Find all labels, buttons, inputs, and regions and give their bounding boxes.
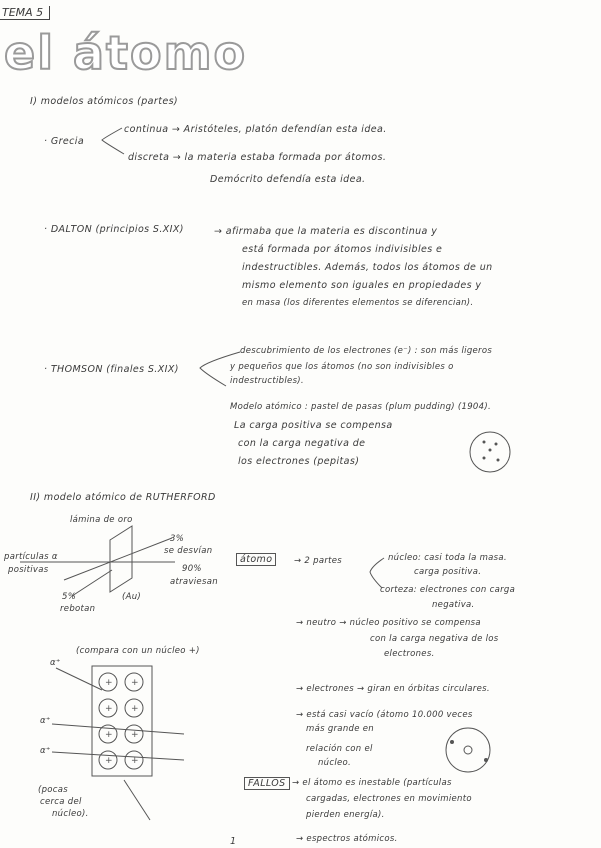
svg-text:+: + — [105, 756, 113, 766]
fallo-line: cargadas, electrones en movimiento — [306, 794, 472, 804]
particulas-label: partículas α — [4, 552, 58, 562]
plum-pudding-icon — [470, 432, 510, 472]
pocas-label-3: núcleo). — [52, 809, 89, 819]
grecia-continua: continua → Aristóteles, platón defendían esta idea. — [124, 124, 387, 135]
pocas-label-2: cerca del — [40, 797, 82, 807]
section1-heading: I) modelos atómicos (partes) — [30, 96, 179, 107]
corteza-label-2: negativa. — [432, 600, 475, 610]
thomson-line: con la carga negativa de — [238, 438, 366, 449]
pct90-label: 90% — [182, 564, 202, 574]
nucleo-label-2: carga positiva. — [414, 567, 482, 577]
fallo-line: pierden energía). — [306, 810, 385, 820]
au-label: (Au) — [122, 592, 142, 602]
page-title: el átomo — [4, 26, 248, 80]
page-number: 1 — [230, 836, 237, 847]
svg-text:+: + — [131, 678, 139, 688]
pct-s-label: 5% — [62, 592, 77, 602]
alpha-label: α⁺ — [40, 716, 51, 726]
svg-text:+: + — [131, 704, 139, 714]
thomson-brace-icon — [200, 352, 240, 386]
vacio-line: más grande en — [306, 724, 374, 734]
atraviesan-label: atraviesan — [170, 577, 218, 587]
thomson-line: indestructibles). — [230, 376, 304, 386]
svg-text:+: + — [105, 704, 113, 714]
dalton-label: · DALTON (principios S.XIX) — [44, 224, 184, 235]
lamina-label: lámina de oro — [70, 515, 133, 525]
corteza-label: corteza: electrones con carga — [380, 585, 516, 595]
neutro-line: → neutro → núcleo positivo se compensa — [296, 618, 481, 628]
vacio-line: relación con el — [306, 744, 373, 754]
pocas-label: (pocas — [38, 785, 69, 795]
rebotan-label: rebotan — [60, 604, 96, 614]
grecia-discreta-2: Demócrito defendía esta idea. — [210, 174, 366, 185]
grecia-discreta: discreta → la materia estaba formada por átomos. — [128, 152, 387, 163]
rutherford-atom-icon — [446, 728, 490, 772]
atomo-box: átomo — [236, 553, 276, 566]
alpha-label: α⁺ — [40, 746, 51, 756]
thomson-line: y pequeños que los átomos (no son indivisibles o — [230, 362, 454, 372]
dalton-line: en masa (los diferentes elementos se diferencian). — [242, 298, 474, 308]
tema-label: TEMA 5 — [0, 6, 50, 20]
dalton-line: indestructibles. Además, todos los átomos de un — [242, 262, 493, 273]
thomson-line: La carga positiva se compensa — [234, 420, 393, 431]
dalton-line: está formada por átomos indivisibles e — [242, 244, 443, 255]
neutro-line: con la carga negativa de los — [370, 634, 499, 644]
gold-foil-icon — [110, 526, 132, 592]
grecia-label: · Grecia — [44, 136, 85, 147]
thomson-line: Modelo atómico : pastel de pasas (plum pudding) (1904). — [230, 402, 491, 412]
thomson-label: · THOMSON (finales S.XIX) — [44, 364, 179, 375]
svg-text:+: + — [131, 730, 139, 740]
se-desvian-label: se desvían — [164, 546, 213, 556]
fallo-line: → el átomo es inestable (partículas — [292, 778, 452, 788]
neutro-line: electrones. — [384, 649, 435, 659]
thomson-line: los electrones (pepitas) — [238, 456, 360, 467]
atom-brace-icon — [370, 558, 384, 588]
thomson-line: descubrimiento de los electrones (e⁻) : son más ligeros — [240, 346, 493, 356]
vacio-line: → está casi vacío (átomo 10.000 veces — [296, 710, 473, 720]
dalton-line: → afirmaba que la materia es discontinua y — [214, 226, 438, 237]
partes-label: → 2 partes — [294, 556, 343, 566]
dalton-line: mismo elemento son iguales en propiedades y — [242, 280, 482, 291]
vacio-line: núcleo. — [318, 758, 352, 768]
alpha-label: α⁺ — [50, 658, 61, 668]
fallos-box: FALLOS — [244, 777, 290, 790]
svg-text:+: + — [131, 756, 139, 766]
pct3-label: 3% — [170, 534, 185, 544]
svg-text:+: + — [105, 678, 113, 688]
electrones-line: → electrones → giran en órbitas circulares. — [296, 684, 490, 694]
svg-text:+: + — [105, 730, 113, 740]
section2-heading: II) modelo atómico de RUTHERFORD — [30, 492, 216, 503]
nucleo-label: núcleo: casi toda la masa. — [388, 553, 507, 563]
fallo-line: → espectros atómicos. — [296, 834, 398, 844]
compara-label: (compara con un núcleo +) — [76, 646, 200, 656]
grecia-brace-icon — [102, 128, 124, 154]
positivas-label: positivas — [8, 565, 49, 575]
